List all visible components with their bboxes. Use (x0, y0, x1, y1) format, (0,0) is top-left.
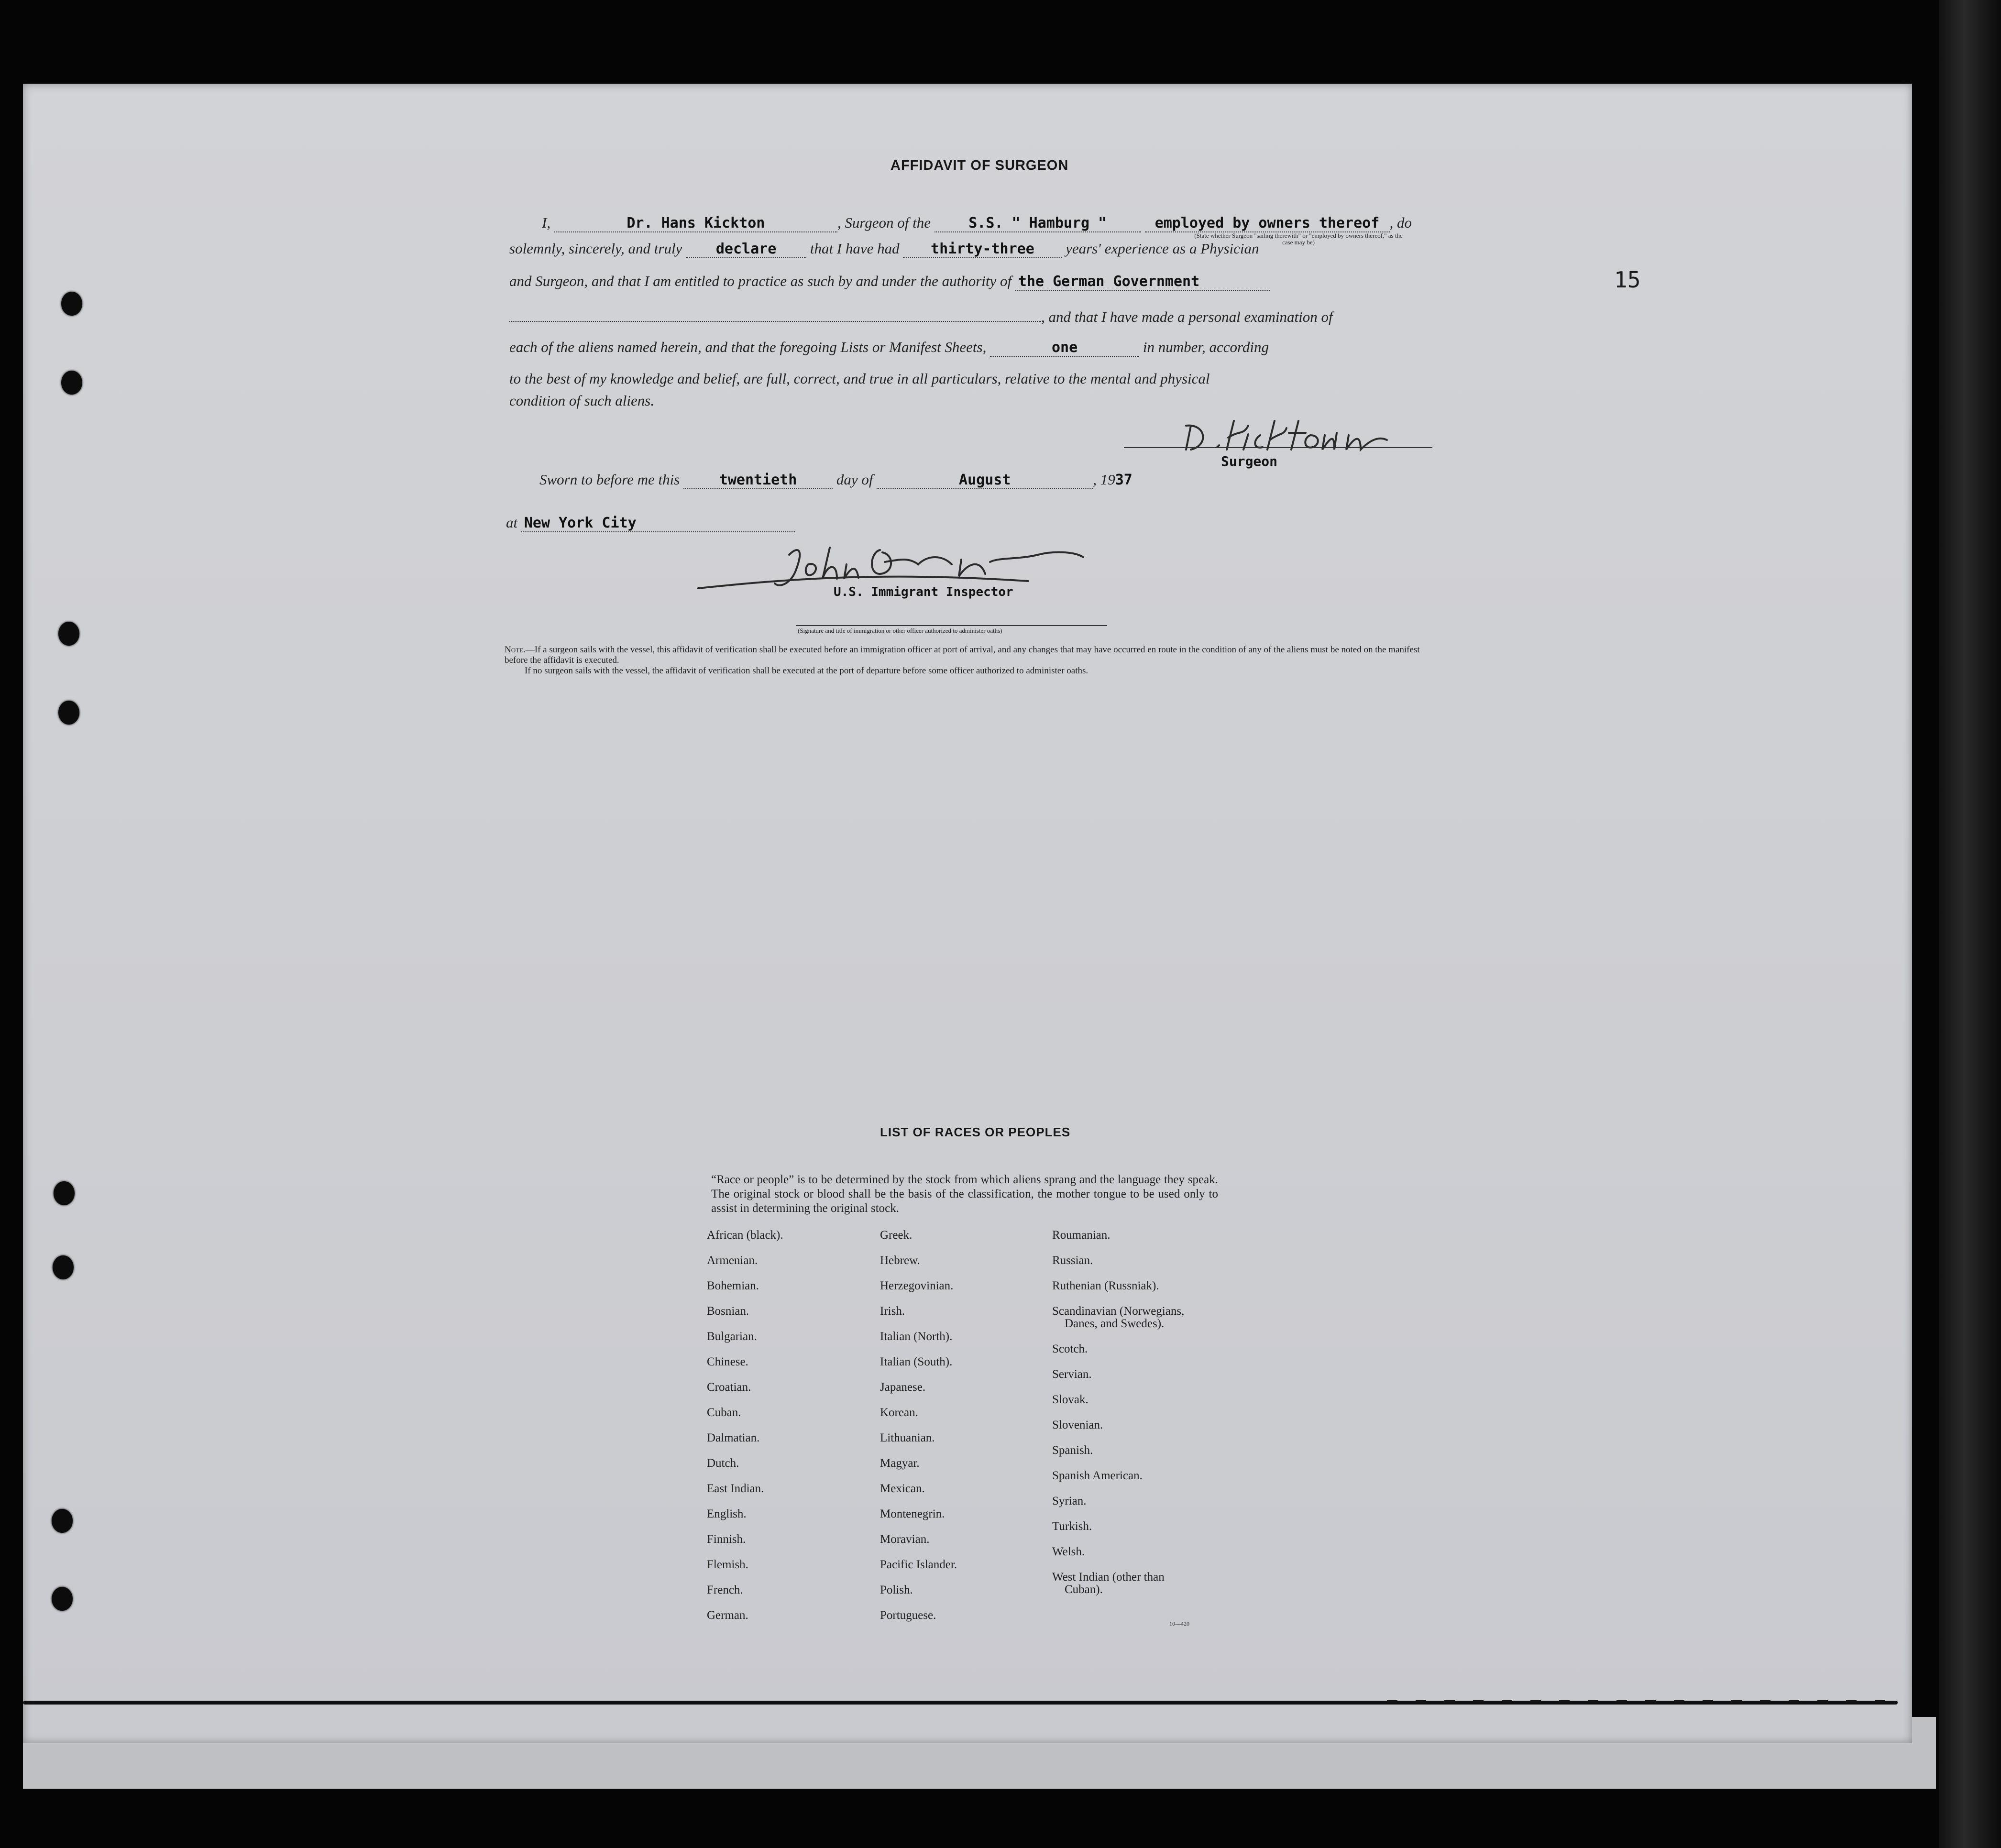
race-item: Spanish American. (1052, 1469, 1143, 1482)
race-item: Dutch. (707, 1457, 739, 1470)
races-title: LIST OF RACES OR PEOPLES (880, 1125, 1071, 1139)
employment-field: employed by owners thereof (1145, 215, 1390, 232)
state-whether-note: (State whether Surgeon "sailing therewith" or "employed by owners thereof," as the case may be) (1194, 232, 1403, 246)
note-text-2: If no surgeon sails with the vessel, the affidavit of verification shall be executed at the port of departure before some officer authorized to administer oaths. (525, 666, 1088, 676)
note-label: Note. (505, 645, 526, 655)
sworn-year-field: 37 (1115, 472, 1132, 488)
affidavit-line-7: condition of such aliens. (509, 392, 655, 409)
race-item: Irish. (880, 1305, 905, 1318)
race-item: Welsh. (1052, 1545, 1085, 1558)
race-item: Flemish. (707, 1558, 748, 1571)
race-item: Korean. (880, 1406, 918, 1419)
race-item: Bosnian. (707, 1305, 749, 1318)
officer-signature-line (796, 625, 1107, 626)
punch-hole (53, 1255, 74, 1279)
at-label: at (506, 514, 518, 531)
punch-hole (52, 1509, 73, 1533)
line3-pre: and Surgeon, and that I am entitled to practice as such by and under the authority of (509, 273, 1012, 289)
race-item: Greek. (880, 1229, 913, 1242)
race-item: Cuban. (707, 1406, 741, 1419)
line1-post: , do (1389, 214, 1412, 231)
race-item: Italian (North). (880, 1330, 953, 1343)
race-item: Lithuanian. (880, 1431, 935, 1444)
race-item: Slovenian. (1052, 1419, 1103, 1431)
surgeon-name-field: Dr. Hans Kickton (554, 215, 837, 232)
affidavit-line-3 (509, 273, 1270, 291)
affidavit-line-4 (509, 308, 1333, 326)
race-item: Ruthenian (Russniak). (1052, 1279, 1159, 1292)
note-text-1: —If a surgeon sails with the vessel, this affidavit of verification shall be executed before an immigration officer at port of arrival, and any changes that may have occurred en route in the condition of any of the aliens must be noted on the manifest before the affidavit is executed. (505, 645, 1420, 665)
sworn-year-pre: , 19 (1093, 471, 1115, 488)
race-item: Syrian. (1052, 1495, 1087, 1507)
line5-pre: each of the aliens named herein, and that the foregoing Lists or Manifest Sheets, (509, 339, 987, 355)
affidavit-title: AFFIDAVIT OF SURGEON (891, 158, 1069, 173)
race-item: German. (707, 1609, 748, 1622)
affidavit-line-6: to the best of my knowledge and belief, are full, correct, and true in all particulars, relative to the mental and physical (509, 370, 1210, 387)
punch-hole (61, 371, 82, 395)
race-item: East Indian. (707, 1482, 764, 1495)
race-item: Moravian. (880, 1533, 930, 1546)
race-item: Servian. (1052, 1368, 1092, 1381)
place-field: New York City (521, 515, 795, 532)
officer-caption: (Signature and title of immigration or other officer authorized to administer oaths) (798, 627, 1002, 634)
race-item: Dalmatian. (707, 1431, 760, 1444)
surgeon-label: Surgeon (1221, 453, 1278, 469)
line2-post: years' experience as a Physician (1066, 240, 1259, 257)
inspector-label: U.S. Immigrant Inspector (834, 585, 1013, 599)
sworn-mid: day of (836, 471, 873, 488)
punch-hole (61, 292, 82, 316)
race-item: Scandinavian (Norwegians, (1052, 1305, 1185, 1318)
race-item: French. (707, 1584, 743, 1596)
line4-text: , and that I have made a personal examination of (1041, 308, 1333, 325)
surgeon-signature-line (1124, 447, 1432, 448)
scan-edge-strip (1939, 0, 2001, 1848)
race-item: Polish. (880, 1584, 913, 1596)
declare-field: declare (686, 241, 806, 258)
sworn-line (539, 471, 1132, 489)
line2-pre: solemnly, sincerely, and truly (509, 240, 682, 257)
race-item: Montenegrin. (880, 1507, 945, 1520)
races-column-3 (1052, 1229, 1184, 1609)
race-item: Spanish. (1052, 1444, 1093, 1457)
sworn-day-field: twentieth (683, 472, 833, 489)
punch-hole (54, 1181, 75, 1205)
race-item: Herzegovinian. (880, 1279, 954, 1292)
sworn-month-field: August (877, 472, 1093, 489)
race-item: Japanese. (880, 1381, 926, 1394)
authority-field: the German Government (1015, 273, 1270, 291)
affidavit-line-2 (509, 240, 1259, 258)
line1-pre: I, (542, 214, 551, 231)
race-item: African (black). (707, 1229, 783, 1242)
authority-continued-field (509, 321, 1041, 322)
sworn-place-line (506, 514, 795, 532)
page-number: 15 (1614, 267, 1641, 293)
ship-name-field: S.S. " Hamburg " (935, 215, 1141, 232)
races-column-1 (707, 1229, 783, 1635)
sworn-pre: Sworn to before me this (539, 471, 680, 488)
race-item: Portuguese. (880, 1609, 936, 1622)
race-item: Slovak. (1052, 1393, 1088, 1406)
race-item: Roumanian. (1052, 1229, 1110, 1242)
races-column-2 (880, 1229, 957, 1635)
bottom-rule-dashes (1387, 1700, 1899, 1703)
race-item: Hebrew. (880, 1254, 920, 1267)
race-item: Italian (South). (880, 1355, 953, 1368)
race-item-continued: Cuban). (1065, 1583, 1103, 1596)
race-item-continued: Danes, and Swedes). (1065, 1317, 1165, 1330)
line5-post: in number, according (1143, 339, 1269, 355)
years-field: thirty-three (903, 241, 1062, 258)
race-item: Armenian. (707, 1254, 758, 1267)
affidavit-line-5 (509, 339, 1269, 357)
affidavit-line-1 (542, 214, 1412, 232)
punch-hole (52, 1587, 73, 1611)
race-item: West Indian (other than (1052, 1571, 1165, 1584)
sheet-count-field: one (990, 339, 1139, 357)
race-item: Bohemian. (707, 1279, 759, 1292)
race-item: Chinese. (707, 1355, 748, 1368)
punch-hole (58, 701, 79, 725)
race-item: Scotch. (1052, 1342, 1088, 1355)
race-item: Finnish. (707, 1533, 746, 1546)
race-item: Pacific Islander. (880, 1558, 957, 1571)
race-item: Russian. (1052, 1254, 1093, 1267)
race-item: Bulgarian. (707, 1330, 757, 1343)
document-page (23, 84, 1912, 1743)
line2-mid: that I have had (810, 240, 900, 257)
race-item: Mexican. (880, 1482, 925, 1495)
punch-hole (58, 622, 79, 646)
affidavit-note (505, 645, 1437, 676)
race-item: English. (707, 1507, 747, 1520)
form-number: 10—420 (1169, 1620, 1189, 1627)
line1-mid: , Surgeon of the (837, 214, 931, 231)
races-intro: “Race or people” is to be determined by the stock from which aliens sprang and the language they speak. The original stock or blood shall be the basis of the classification, the mother tongue to be used only to assist in determining the original stock. (711, 1173, 1218, 1215)
race-item: Magyar. (880, 1457, 920, 1470)
race-item: Turkish. (1052, 1520, 1092, 1533)
race-item: Croatian. (707, 1381, 751, 1394)
